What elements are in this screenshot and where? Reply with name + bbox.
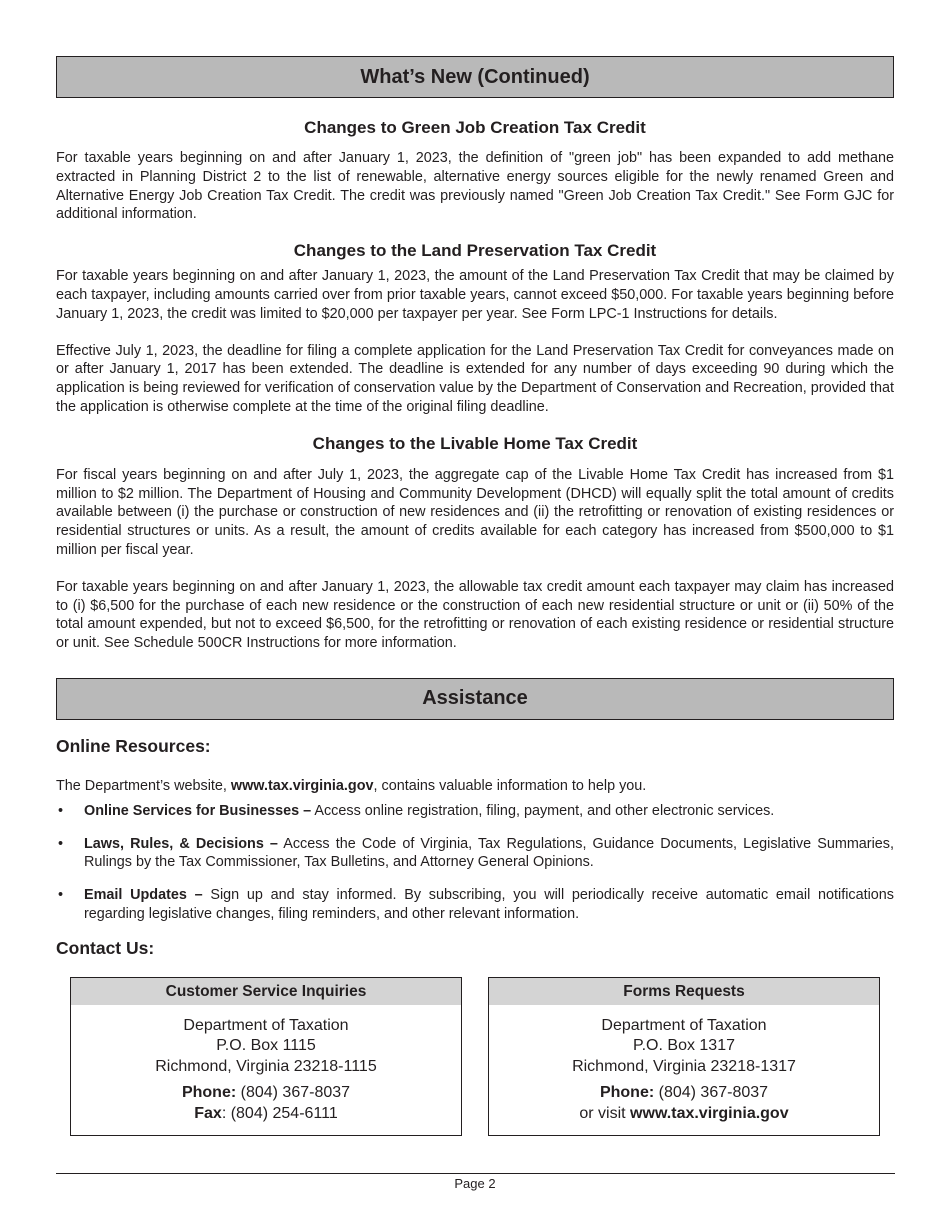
resource-item-online-services [56, 802, 894, 821]
phone-line [489, 1083, 879, 1104]
visit-line [489, 1104, 879, 1125]
land-preservation-paragraph-2: Effective July 1, 2023, the deadline for filing a complete application for the Land Preservation Tax Credit for conveyances made on or after January 1, 2017 has been extended. The deadline is extended for any number of days exceeding 90 during which the application is being reviewed for verification of conservation value by the Department of Conservation and Recreation, provided that the application is otherwise complete at the time of the original filing deadline. [56, 342, 894, 415]
online-resources-intro [56, 777, 894, 796]
green-job-paragraph: For taxable years beginning on and after January 1, 2023, the definition of "green job" has been expanded to add methane extracted in Planning District 2 to the list of renewable, alternative energy sources eligible for the newly renamed Green and Alternative Energy Job Creation Tax Credit. The credit was previously named "Green Job Creation Tax Credit." See Form GJC for additional information. [56, 150, 894, 223]
footer-divider [56, 1173, 895, 1174]
page-number: Page 2 [454, 1176, 496, 1191]
resource-item-laws-rules [56, 835, 894, 873]
document-page [56, 56, 894, 1136]
resource-label: Laws, Rules, & Decisions – [84, 835, 278, 852]
resource-text: Sign up and stay informed. By subscribing, you will periodically receive automatic email notifications regarding legislative changes, filing reminders, and other relevant information. [84, 887, 894, 922]
whats-new-title: What’s New (Continued) [360, 65, 590, 88]
address-line: P.O. Box 1115 [216, 1037, 316, 1055]
address-line: Department of Taxation [601, 1016, 767, 1034]
website-link[interactable]: www.tax.virginia.gov [230, 777, 374, 794]
customer-service-body [71, 1005, 461, 1125]
assistance-title: Assistance [422, 687, 528, 710]
website-link[interactable]: www.tax.virginia.gov [630, 1104, 789, 1122]
forms-requests-title: Forms Requests [489, 978, 879, 1005]
fax-number: : (804) 254-6111 [221, 1104, 338, 1122]
customer-service-box [70, 977, 462, 1136]
bullet-icon: • [58, 802, 64, 819]
resource-list [56, 802, 894, 924]
intro-text: The Department’s website, [56, 777, 231, 794]
bullet-icon: • [58, 835, 64, 852]
address-line: Richmond, Virginia 23218-1317 [572, 1057, 796, 1075]
forms-requests-box [488, 977, 880, 1136]
whats-new-banner [56, 56, 894, 98]
phone-number: (804) 367-8037 [654, 1084, 769, 1102]
online-resources-heading: Online Resources: [56, 735, 211, 756]
land-preservation-paragraph-1: For taxable years beginning on and after January 1, 2023, the amount of the Land Preservation Tax Credit that may be claimed by each taxpayer, including amounts carried over from prior taxable years, cannot exceed $50,000. For taxable years beginning before January 1, 2023, the credit was limited to $20,000 per taxpayer per year. See Form LPC-1 Instructions for details. [56, 268, 894, 322]
resource-text: Access the Code of Virginia, Tax Regulations, Guidance Documents, Legislative Summaries, Rulings by the Tax Commissioner, Tax Bulletins, and Attorney General Opinions. [84, 835, 894, 871]
phone-label: Phone: [599, 1084, 655, 1102]
bullet-icon: • [58, 887, 64, 904]
address-line: Department of Taxation [183, 1016, 349, 1034]
address-line: Richmond, Virginia 23218-1115 [155, 1057, 377, 1075]
resource-label: Online Services for Businesses – [84, 802, 312, 819]
contact-us-heading: Contact Us: [56, 937, 155, 958]
livable-home-paragraph-2: For taxable years beginning on and after January 1, 2023, the allowable tax credit amount each taxpayer may claim has increased to (i) $6,500 for the purchase of each new residence or the construction of each new residential structure or unit or (ii) 50% of the total amount expended, but not to exceed $6,500, for the retrofitting or renovation of each existing residence or residential structure or unit. See Schedule 500CR Instructions for more information. [56, 578, 894, 652]
land-preservation-heading: Changes to the Land Preservation Tax Credit [293, 241, 657, 261]
fax-line [71, 1104, 461, 1125]
customer-service-title: Customer Service Inquiries [71, 978, 461, 1005]
green-job-heading: Changes to Green Job Creation Tax Credit [304, 118, 646, 137]
phone-number: (804) 367-8037 [236, 1084, 351, 1102]
phone-line [71, 1083, 461, 1104]
assistance-banner [56, 678, 894, 720]
resource-text: Access online registration, filing, payment, and other electronic services. [311, 802, 775, 819]
contact-boxes [56, 977, 894, 1136]
livable-home-heading: Changes to the Livable Home Tax Credit [312, 433, 638, 453]
livable-home-paragraph-1: For fiscal years beginning on and after July 1, 2023, the aggregate cap of the Livable Home Tax Credit has increased from $1 million to $2 million. The Department of Housing and Community Development (DHCD) will equally split the total amount of credits available between (i) the purchase or construction of new residences and (ii) the retrofitting or renovation of existing residences or residential structures or units. As a result, the amount of credits available for each category has increased from $500,000 to $1 million per fiscal year. [56, 466, 894, 558]
intro-text-end: , contains valuable information to help you. [373, 777, 647, 794]
visit-prefix: or visit [579, 1104, 631, 1122]
resource-item-email-updates [56, 886, 894, 924]
address-line: P.O. Box 1317 [633, 1037, 735, 1055]
fax-label: Fax [194, 1104, 222, 1122]
phone-label: Phone: [181, 1084, 237, 1102]
forms-requests-body [489, 1005, 879, 1125]
resource-label: Email Updates – [84, 887, 203, 904]
